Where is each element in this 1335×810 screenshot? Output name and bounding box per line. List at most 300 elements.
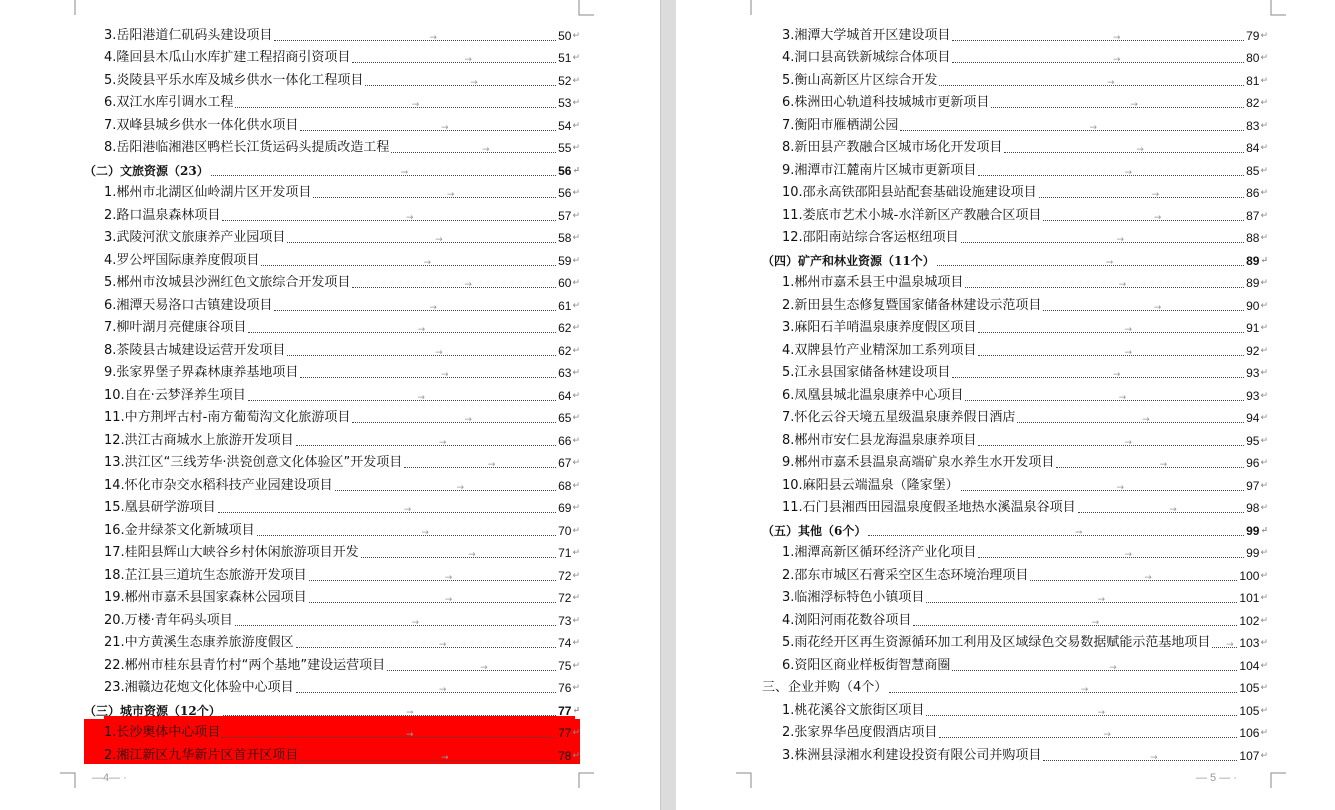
toc-dot-leader [913,625,1237,626]
toc-entry-title: 6.株洲田心轨道科技城城市更新项目 [782,95,990,110]
toc-entry[interactable] [84,156,580,179]
toc-entry-title: 10.邵永高铁邵阳县站配套基础设施建设项目 [782,185,1037,200]
toc-page-number: 71 [558,546,572,560]
toc-page-number: 62 [558,343,572,358]
toc-entry[interactable] [84,651,580,674]
toc-page-number: 80 [1246,51,1260,65]
toc-dot-leader [222,737,556,738]
toc-page-number: 98 [1246,501,1260,515]
toc-entry[interactable] [762,359,1268,382]
toc-entry-title: 22.郴州市桂东县青竹村“两个基地”建设运营项目 [104,657,386,673]
toc-dot-leader [222,220,556,221]
toc-dot-leader [211,175,556,176]
toc-entry-title: （二）文旅资源（23） [84,163,209,178]
toc-page-number: 69 [558,501,572,515]
toc-entry-title: 1.长沙奥体中心项目 [104,725,221,740]
toc-page-number: 103 [1239,636,1260,650]
toc-page-number: 106 [1239,726,1260,740]
toc-dot-leader [404,467,556,468]
toc-entry[interactable] [84,179,580,202]
toc-entry-title: 4.双牌县竹产业精深加工系列项目 [782,342,977,358]
paragraph-mark-icon: ↵ [572,458,580,468]
paragraph-mark-icon: ↵ [572,53,580,63]
toc-dot-leader [978,175,1244,176]
toc-entry-title: 7.衡阳市雁栖湖公园 [782,117,899,133]
toc-entry[interactable] [84,584,580,607]
toc-entry-title: 10.自在·云梦泽养生项目 [104,387,246,403]
toc-entry[interactable] [762,696,1268,719]
toc-page-number: 66 [558,433,572,448]
crop-mark-top-right [578,0,594,16]
toc-dot-leader [352,422,556,423]
toc-entry[interactable] [84,291,580,314]
toc-entry-title: 12.洪江古商城水上旅游开发项目 [104,432,294,448]
paragraph-mark-icon: ↵ [1260,413,1268,423]
toc-page-number: 105 [1239,703,1260,718]
toc-page-number: 51 [558,51,572,65]
toc-page-number: 88 [1246,231,1260,245]
paragraph-mark-icon: ↵ [1260,368,1268,378]
toc-entry[interactable] [84,449,580,472]
paragraph-mark-icon: ↵ [572,368,580,378]
paragraph-mark-icon: ↵ [1260,390,1268,401]
toc-page-number: 104 [1239,658,1260,673]
toc-entry-title: 6.凤凰县城北温泉康养中心项目 [782,387,964,403]
paragraph-mark-icon: ↵ [1260,188,1268,198]
toc-entry[interactable] [84,134,580,157]
toc-entry[interactable] [84,89,580,112]
toc-entry-title: 2.湘江新区九华新片区首开区项目 [104,747,299,763]
crop-mark-top-left [736,0,752,16]
toc-entry[interactable] [762,539,1268,562]
toc-page-number: 89 [1246,276,1260,290]
toc-entry[interactable] [84,314,580,337]
toc-entry-title: 3.岳阳港道仁矶码头建设项目 [104,27,273,43]
paragraph-mark-icon: ↵ [572,120,580,131]
toc-entry-title: 5.衡山高新区片区综合开发 [782,72,938,88]
crop-mark-bottom-left [60,772,76,788]
toc-entry-title: （五）其他（6个） [762,523,867,538]
toc-page-number: 82 [1246,96,1260,110]
toc-entry-title: 2.张家界华邑度假酒店项目 [782,725,938,740]
toc-page-number: 63 [558,366,572,380]
right-page [676,0,1335,810]
paragraph-mark-icon: ↵ [1260,728,1268,738]
toc-page-number: 72 [558,591,572,605]
toc-dot-leader [235,625,556,626]
toc-entry[interactable] [84,66,580,89]
toc-dot-leader [361,557,556,558]
toc-entry[interactable] [762,561,1268,584]
toc-dot-leader [937,265,1244,266]
paragraph-mark-icon: ↵ [572,30,580,41]
toc-entry-title: 19.郴州市嘉禾县国家森林公园项目 [104,590,307,605]
left-page [0,0,660,810]
toc-dot-leader [952,670,1237,671]
toc-entry[interactable] [762,224,1268,247]
paragraph-mark-icon: ↵ [1260,323,1268,333]
toc-page-number: 93 [1246,388,1260,403]
toc-page-number: 56 [558,186,572,200]
paragraph-mark-icon: ↵ [572,300,580,311]
page-number-footer: — 5 — · [1196,772,1237,784]
toc-entry[interactable] [762,66,1268,89]
toc-dot-leader [952,377,1244,378]
toc-page-number: 84 [1246,141,1260,155]
paragraph-mark-icon: ↵ [572,210,580,221]
toc-entry[interactable] [762,449,1268,472]
toc-dot-leader [1030,580,1237,581]
toc-entry[interactable] [762,44,1268,67]
toc-entry[interactable] [84,224,580,247]
paragraph-mark-icon: ↵ [572,435,580,446]
toc-page-number: 93 [1246,366,1260,380]
toc-dot-leader [296,692,556,693]
toc-page-number: 70 [558,523,572,538]
toc-dot-leader [287,355,556,356]
toc-entry-title: 23.湘赣边花炮文化体验中心项目 [104,680,294,695]
paragraph-mark-icon: ↵ [572,188,580,198]
toc-entry-title: 5.江永县国家储备林建设项目 [782,365,951,380]
paragraph-mark-icon: ↵ [1260,53,1268,63]
paragraph-mark-icon: ↵ [572,638,580,648]
toc-page-number: 107 [1239,748,1260,763]
toc-entry-title: （三）城市资源（12个） [84,703,221,718]
toc-entry-title: 11.中方荆坪古村-南方葡萄沟文化旅游项目 [104,410,351,425]
toc-entry-title: 3.武陵河洑文旅康养产业园项目 [104,230,286,245]
toc-dot-leader [296,647,556,648]
paragraph-mark-icon: ↵ [572,750,580,761]
toc-entry-title: 21.中方黄溪生态康养旅游度假区 [104,635,294,650]
toc-dot-leader [274,310,556,311]
toc-entry[interactable] [762,674,1268,697]
toc-entry[interactable] [762,336,1268,359]
toc-entry[interactable] [84,201,580,224]
paragraph-mark-icon: ↵ [1260,638,1268,648]
toc-page-number: 64 [558,388,572,403]
paragraph-mark-icon: ↵ [1260,98,1268,108]
paragraph-mark-icon: ↵ [1260,75,1268,86]
crop-mark-top-left [60,0,76,16]
toc-page-number: 65 [558,411,572,425]
paragraph-mark-icon: ↵ [1260,503,1268,513]
toc-entry-title: 1.郴州市北湖区仙岭湖片区开发项目 [104,185,312,200]
toc-entry-title: 13.洪江区“三线芳华·洪瓷创意文化体验区”开发项目 [104,455,403,470]
toc-page-number: 101 [1239,591,1260,605]
toc-entry[interactable] [84,539,580,562]
toc-entry[interactable] [762,291,1268,314]
toc-entry[interactable] [84,696,580,719]
toc-entry[interactable] [762,156,1268,179]
toc-dot-leader [1004,152,1244,153]
toc-entry[interactable] [762,516,1268,539]
page-gutter [660,0,676,810]
toc-entry-title: 3.湘潭大学城首开区建设项目 [782,27,951,43]
toc-entry-title: 7.怀化云谷天境五星级温泉康养假日酒店 [782,410,1016,425]
toc-dot-leader [391,152,556,153]
toc-entry[interactable] [84,269,580,292]
toc-page-number: 68 [558,478,572,493]
toc-page-number: 67 [558,456,572,470]
toc-page-number: 102 [1239,613,1260,628]
toc-entry-title: 三、企业并购（4个） [762,680,888,695]
toc-entry-title: 4.隆回县木瓜山水库扩建工程招商引资项目 [104,50,351,65]
toc-entry[interactable] [84,44,580,67]
toc-entry-title: 9.湘潭市江麓南片区城市更新项目 [782,162,977,178]
toc-page-number: 77 [558,726,572,740]
toc-entry-title: 4.罗公坪国际康养度假项目 [104,252,260,268]
toc-entry[interactable] [84,336,580,359]
toc-page-number: 52 [558,73,572,88]
paragraph-mark-icon: ↵ [1260,750,1268,761]
paragraph-mark-icon: ↵ [1260,525,1268,536]
paragraph-mark-icon: ↵ [572,593,580,603]
toc-dot-leader [1212,647,1237,648]
toc-list-left [84,21,580,764]
toc-dot-leader [287,242,556,243]
toc-entry[interactable] [762,471,1268,494]
toc-entry-title: 9.张家界堡子界森林康养基地项目 [104,365,299,380]
paragraph-mark-icon: ↵ [572,705,580,716]
toc-entry[interactable] [84,246,580,269]
toc-dot-leader [926,715,1237,716]
paragraph-mark-icon: ↵ [1260,615,1268,626]
toc-entry-title: 7.双峰县城乡供水一体化供水项目 [104,117,299,133]
paragraph-mark-icon: ↵ [572,323,580,333]
paragraph-mark-icon: ↵ [572,660,580,671]
paragraph-mark-icon: ↵ [572,728,580,738]
toc-dot-leader [978,332,1244,333]
toc-entry-title: 1.郴州市嘉禾县王中温泉城项目 [782,275,964,290]
toc-entry[interactable] [84,21,580,44]
toc-entry[interactable] [762,111,1268,134]
toc-entry[interactable] [84,471,580,494]
crop-mark-bottom-left [736,772,752,788]
toc-dot-leader [991,107,1244,108]
paragraph-mark-icon: ↵ [1260,30,1268,41]
paragraph-mark-icon: ↵ [1260,458,1268,468]
toc-dot-leader [309,602,556,603]
toc-entry-title: 11.娄底市艺术小城-水洋新区产教融合区项目 [782,207,1042,223]
toc-page-number: 54 [558,118,572,133]
toc-entry-title: 2.新田县生态修复暨国家储备林建设示范项目 [782,297,1042,313]
toc-entry-title: 12.邵阳南站综合客运枢纽项目 [782,230,959,245]
toc-dot-leader [961,490,1244,491]
toc-dot-leader [300,377,556,378]
toc-entry[interactable] [762,606,1268,629]
toc-entry[interactable] [762,381,1268,404]
toc-entry[interactable] [762,269,1268,292]
paragraph-mark-icon: ↵ [572,683,580,693]
paragraph-mark-icon: ↵ [1260,660,1268,671]
toc-entry-title: 5.雨花经开区再生资源循环加工利用及区域绿色交易数据赋能示范基地项目 [782,635,1211,650]
toc-dot-leader [952,40,1244,41]
paragraph-mark-icon: ↵ [572,390,580,401]
toc-entry-title: 3.临湘浮标特色小镇项目 [782,590,925,605]
toc-page-number: 105 [1239,681,1260,695]
paragraph-mark-icon: ↵ [572,98,580,108]
toc-entry[interactable] [84,741,580,764]
toc-dot-leader [309,580,556,581]
toc-page-number: 60 [558,276,572,290]
toc-page-number: 77 [558,703,572,718]
toc-dot-leader [365,85,556,86]
toc-entry-title: 7.柳叶湖月亮健康谷项目 [104,320,247,335]
toc-entry-title: 1.湘潭高新区循环经济产业化项目 [782,545,977,560]
toc-entry-title: 8.茶陵县古城建设运营开发项目 [104,342,286,358]
toc-entry[interactable] [84,606,580,629]
toc-page-number: 92 [1246,343,1260,358]
toc-entry-title: 18.芷江县三道坑生态旅游开发项目 [104,567,307,583]
toc-entry-title: 16.金井绿茶文化新城项目 [104,522,255,538]
toc-page-number: 57 [558,208,572,223]
toc-entry[interactable] [84,629,580,652]
toc-entry[interactable] [84,426,580,449]
toc-entry[interactable] [762,179,1268,202]
toc-dot-leader [1043,760,1237,761]
paragraph-mark-icon: ↵ [1260,210,1268,221]
toc-dot-leader [223,715,556,716]
paragraph-mark-icon: ↵ [572,413,580,423]
toc-page-number: 99 [1246,523,1260,538]
toc-entry[interactable] [84,359,580,382]
toc-dot-leader [335,490,556,491]
toc-entry[interactable] [84,516,580,539]
toc-page-number: 90 [1246,298,1260,313]
toc-dot-leader [296,445,556,446]
toc-entry-title: 10.麻阳县云端温泉（隆家堡） [782,477,959,493]
toc-entry-title: 5.郴州市汝城县沙洲红色文旅综合开发项目 [104,275,351,290]
toc-entry-title: 4.洞口县高铁新城综合体项目 [782,50,951,65]
toc-dot-leader [889,692,1237,693]
paragraph-mark-icon: ↵ [572,480,580,491]
toc-entry-title: 14.怀化市杂交水稻科技产业园建设项目 [104,477,333,493]
crop-mark-top-right [1270,0,1286,16]
toc-entry[interactable] [84,674,580,697]
toc-dot-leader [274,40,556,41]
toc-dot-leader [868,535,1244,536]
paragraph-mark-icon: ↵ [1260,593,1268,603]
toc-dot-leader [218,512,556,513]
toc-dot-leader [978,445,1244,446]
toc-entry[interactable] [762,651,1268,674]
toc-entry-title: 3.株洲县渌湘水利建设投资有限公司并购项目 [782,747,1042,763]
toc-page-number: 55 [558,141,572,155]
paragraph-mark-icon: ↵ [572,615,580,626]
toc-dot-leader [978,557,1244,558]
toc-dot-leader [261,265,556,266]
toc-dot-leader [978,355,1244,356]
toc-page-number: 99 [1246,546,1260,560]
toc-entry[interactable] [762,719,1268,742]
toc-entry-title: 1.桃花溪谷文旅街区项目 [782,702,925,718]
toc-entry[interactable] [762,629,1268,652]
toc-entry-title: 8.岳阳港临湘港区鸭栏长江货运码头提质改造工程 [104,140,390,155]
toc-page-number: 83 [1246,118,1260,133]
toc-list-right [762,21,1268,764]
toc-dot-leader [313,197,556,198]
toc-entry[interactable] [762,426,1268,449]
toc-page-number: 81 [1246,73,1260,88]
toc-entry-title: 8.郴州市安仁县龙海温泉康养项目 [782,432,977,448]
paragraph-mark-icon: ↵ [1260,345,1268,356]
toc-page-number: 86 [1246,186,1260,200]
paragraph-mark-icon: ↵ [1260,255,1268,266]
toc-dot-leader [257,535,556,536]
toc-entry[interactable] [84,561,580,584]
toc-entry[interactable] [762,494,1268,517]
toc-page-number: 85 [1246,163,1260,178]
page-number-footer: —4— · [92,772,127,784]
toc-dot-leader [1078,512,1244,513]
toc-dot-leader [965,287,1244,288]
toc-entry-title: 11.石门县湘西田园温泉度假圣地热水溪温泉谷项目 [782,500,1076,515]
toc-page-number: 50 [558,28,572,43]
toc-page-number: 78 [558,748,572,763]
toc-entry[interactable] [762,404,1268,427]
toc-dot-leader [1043,220,1244,221]
paragraph-mark-icon: ↵ [1260,165,1268,176]
toc-entry[interactable] [762,246,1268,269]
toc-dot-leader [926,602,1237,603]
paragraph-mark-icon: ↵ [1260,548,1268,558]
toc-dot-leader [235,107,556,108]
toc-dot-leader [300,760,556,761]
paragraph-mark-icon: ↵ [572,255,580,266]
toc-entry[interactable] [762,201,1268,224]
toc-dot-leader [952,62,1244,63]
paragraph-mark-icon: ↵ [572,233,580,243]
toc-entry[interactable] [762,134,1268,157]
toc-entry-title: （四）矿产和林业资源（11个） [762,253,935,268]
toc-entry-title: 17.桂阳县辉山大峡谷乡村休闲旅游项目开发 [104,545,359,560]
toc-entry[interactable] [762,314,1268,337]
toc-dot-leader [352,62,556,63]
toc-entry[interactable] [762,741,1268,764]
paragraph-mark-icon: ↵ [572,345,580,356]
toc-page-number: 56 [558,163,572,178]
paragraph-mark-icon: ↵ [1260,143,1268,153]
paragraph-mark-icon: ↵ [572,570,580,581]
paragraph-mark-icon: ↵ [572,548,580,558]
paragraph-mark-icon: ↵ [1260,570,1268,581]
toc-entry-title: 9.郴州市嘉禾县温泉高端矿泉水养生水开发项目 [782,455,1055,470]
toc-entry[interactable] [84,404,580,427]
toc-dot-leader [352,287,556,288]
toc-dot-leader [939,737,1237,738]
toc-entry[interactable] [762,89,1268,112]
toc-page-number: 87 [1246,208,1260,223]
toc-entry[interactable] [84,381,580,404]
toc-dot-leader [961,242,1244,243]
toc-dot-leader [1056,467,1244,468]
toc-entry[interactable] [84,494,580,517]
toc-entry[interactable] [84,111,580,134]
toc-entry[interactable] [762,21,1268,44]
toc-entry-title: 15.凰县研学游项目 [104,500,216,515]
toc-page-number: 74 [558,636,572,650]
paragraph-mark-icon: ↵ [572,143,580,153]
toc-dot-leader [387,670,556,671]
toc-entry[interactable] [84,719,580,742]
toc-page-number: 75 [558,658,572,673]
paragraph-mark-icon: ↵ [1260,120,1268,131]
paragraph-mark-icon: ↵ [1260,435,1268,446]
crop-mark-bottom-right [1270,772,1286,788]
toc-page-number: 76 [558,681,572,695]
toc-dot-leader [1017,422,1244,423]
toc-entry[interactable] [762,584,1268,607]
